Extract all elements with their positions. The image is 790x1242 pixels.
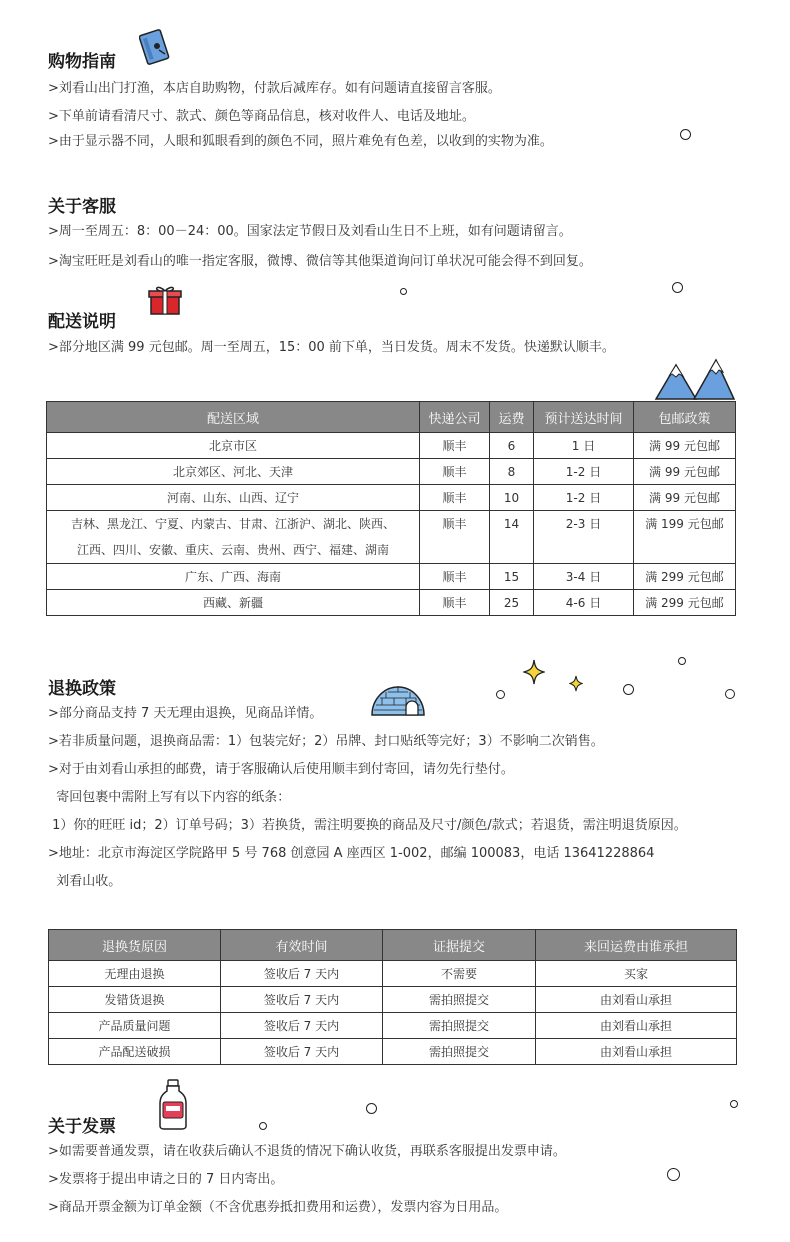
service-line-2: >淘宝旺旺是刘看山的唯一指定客服，微博、微信等其他渠道询问订单状况可能会得不到回复。: [48, 254, 592, 269]
cell-company: 顺丰: [420, 590, 490, 616]
guide-line-2: >下单前请看清尺寸、款式、颜色等商品信息，核对收件人、电话及地址。: [48, 109, 475, 124]
invoice-line-2: >发票将于提出申请之日的 7 日内寄出。: [48, 1172, 284, 1187]
decor-circle: [725, 689, 735, 699]
service-line-1: >周一至周五：8：00－24：00。国家法定节假日及刘看山生日不上班，如有问题请留言。: [48, 224, 572, 239]
table-row: [49, 1039, 737, 1065]
decor-circle: [496, 690, 505, 699]
delivery-title: 配送说明: [48, 312, 116, 332]
cell-time: 1-2 日: [534, 459, 634, 485]
cell-region-line-1: 吉林、黑龙江、宁夏、内蒙古、甘肃、江浙沪、湖北、陕西、: [70, 517, 395, 531]
cell-company: 顺丰: [420, 485, 490, 511]
delivery-header-company: 快递公司: [420, 402, 490, 433]
decor-circle: [680, 129, 691, 140]
decor-circle: [400, 288, 407, 295]
table-row: [47, 485, 736, 511]
returns-header-reason: 退换货原因: [49, 930, 221, 961]
cell-region-line-2: 江西、四川、安徽、重庆、云南、贵州、西宁、福建、湖南: [76, 543, 389, 557]
cell-reason: 无理由退换: [49, 961, 221, 987]
cell-fee: 8: [490, 459, 534, 485]
cell-region: 北京郊区、河北、天津: [47, 459, 420, 485]
guide-title: 购物指南: [48, 52, 116, 72]
delivery-table: [46, 401, 736, 616]
returns-header-valid: 有效时间: [221, 930, 383, 961]
cell-valid: 签收后 7 天内: [221, 1013, 383, 1039]
invoice-line-1: >如需要普通发票，请在收获后确认不退货的情况下确认收货，再联系客服提出发票申请。: [48, 1144, 566, 1159]
returns-line-7: 刘看山收。: [48, 874, 122, 889]
decor-circle: [672, 282, 683, 293]
returns-title: 退换政策: [48, 679, 116, 699]
decor-circle: [678, 657, 686, 665]
delivery-header-region: 配送区域: [47, 402, 420, 433]
service-title: 关于客服: [48, 197, 116, 217]
gift-icon: [148, 283, 182, 317]
table-row: [47, 511, 736, 564]
returns-header-evidence: 证据提交: [383, 930, 536, 961]
decor-circle: [667, 1168, 680, 1181]
returns-line-2: >若非质量问题，退换商品需：1）包装完好；2）吊牌、封口贴纸等完好；3）不影响二次销售。: [48, 734, 604, 749]
book-icon: [139, 28, 171, 68]
cell-region: 河南、山东、山西、辽宁: [47, 485, 420, 511]
returns-line-4: 寄回包裹中需附上写有以下内容的纸条：: [48, 790, 291, 805]
returns-line-3: >对于由刘看山承担的邮费，请于客服确认后使用顺丰到付寄回，请勿先行垫付。: [48, 762, 514, 777]
cell-payer: 由刘看山承担: [536, 1039, 737, 1065]
cell-payer: 由刘看山承担: [536, 987, 737, 1013]
cell-valid: 签收后 7 天内: [221, 961, 383, 987]
cell-valid: 签收后 7 天内: [221, 1039, 383, 1065]
returns-header-payer: 来回运费由谁承担: [536, 930, 737, 961]
cell-fee: 15: [490, 564, 534, 590]
invoice-line-3: >商品开票金额为订单金额（不含优惠券抵扣费用和运费），发票内容为日用品。: [48, 1200, 508, 1215]
cell-time: 4-6 日: [534, 590, 634, 616]
table-row: [49, 987, 737, 1013]
table-row: [49, 1013, 737, 1039]
cell-fee: 14: [490, 511, 534, 564]
table-row: [47, 590, 736, 616]
mountain-icon: [654, 358, 736, 400]
cell-reason: 产品质量问题: [49, 1013, 221, 1039]
cell-company: 顺丰: [420, 564, 490, 590]
cell-region: 北京市区: [47, 433, 420, 459]
returns-table-header: [49, 930, 737, 961]
decor-circle: [730, 1100, 738, 1108]
cell-policy: 满 99 元包邮: [634, 485, 736, 511]
table-row: [47, 433, 736, 459]
cell-fee: 6: [490, 433, 534, 459]
cell-region: 广东、广西、海南: [47, 564, 420, 590]
decor-circle: [366, 1103, 377, 1114]
returns-line-5: 1）你的旺旺 id；2）订单号码；3）若换货，需注明要换的商品及尺寸/颜色/款式；若退货，需注明退货原因。: [48, 818, 687, 833]
decor-circle: [623, 684, 634, 695]
cell-fee: 10: [490, 485, 534, 511]
cell-policy: 满 199 元包邮: [634, 511, 736, 564]
guide-line-3: >由于显示器不同，人眼和狐眼看到的颜色不同，照片难免有色差，以收到的实物为准。: [48, 134, 553, 149]
cell-company: 顺丰: [420, 511, 490, 564]
cell-policy: 满 299 元包邮: [634, 564, 736, 590]
cell-valid: 签收后 7 天内: [221, 987, 383, 1013]
cell-evidence: 需拍照提交: [383, 1039, 536, 1065]
igloo-icon: [370, 683, 426, 717]
cell-company: 顺丰: [420, 433, 490, 459]
cell-policy: 满 299 元包邮: [634, 590, 736, 616]
decor-circle: [259, 1122, 267, 1130]
table-row: [47, 459, 736, 485]
invoice-title: 关于发票: [48, 1117, 116, 1137]
table-row: [47, 564, 736, 590]
cell-evidence: 需拍照提交: [383, 987, 536, 1013]
cell-policy: 满 99 元包邮: [634, 459, 736, 485]
returns-line-1: >部分商品支持 7 天无理由退换，见商品详情。: [48, 706, 323, 721]
returns-table: [48, 929, 737, 1065]
star-icon: [569, 675, 583, 692]
cell-time: 1-2 日: [534, 485, 634, 511]
delivery-table-header: [47, 402, 736, 433]
star-icon: [523, 659, 545, 685]
returns-line-6: >地址：北京市海淀区学院路甲 5 号 768 创意园 A 座西区 1-002，邮编 100083，电话 13641228864: [48, 846, 655, 861]
delivery-header-fee: 运费: [490, 402, 534, 433]
cell-payer: 买家: [536, 961, 737, 987]
delivery-header-policy: 包邮政策: [634, 402, 736, 433]
table-row: [49, 961, 737, 987]
cell-payer: 由刘看山承担: [536, 1013, 737, 1039]
cell-reason: 发错货退换: [49, 987, 221, 1013]
cell-region: 西藏、新疆: [47, 590, 420, 616]
cell-time: 2-3 日: [534, 511, 634, 564]
delivery-line: >部分地区满 99 元包邮。周一至周五，15：00 前下单，当日发货。周末不发货。快递默认顺丰。: [48, 340, 615, 355]
milk-bottle-icon: [158, 1078, 188, 1130]
delivery-header-time: 预计送达时间: [534, 402, 634, 433]
guide-line-1: >刘看山出门打渔，本店自助购物，付款后减库存。如有问题请直接留言客服。: [48, 81, 501, 96]
cell-time: 3-4 日: [534, 564, 634, 590]
cell-policy: 满 99 元包邮: [634, 433, 736, 459]
cell-time: 1 日: [534, 433, 634, 459]
cell-evidence: 需拍照提交: [383, 1013, 536, 1039]
cell-company: 顺丰: [420, 459, 490, 485]
cell-fee: 25: [490, 590, 534, 616]
cell-region: [47, 511, 420, 564]
cell-reason: 产品配送破损: [49, 1039, 221, 1065]
cell-evidence: 不需要: [383, 961, 536, 987]
